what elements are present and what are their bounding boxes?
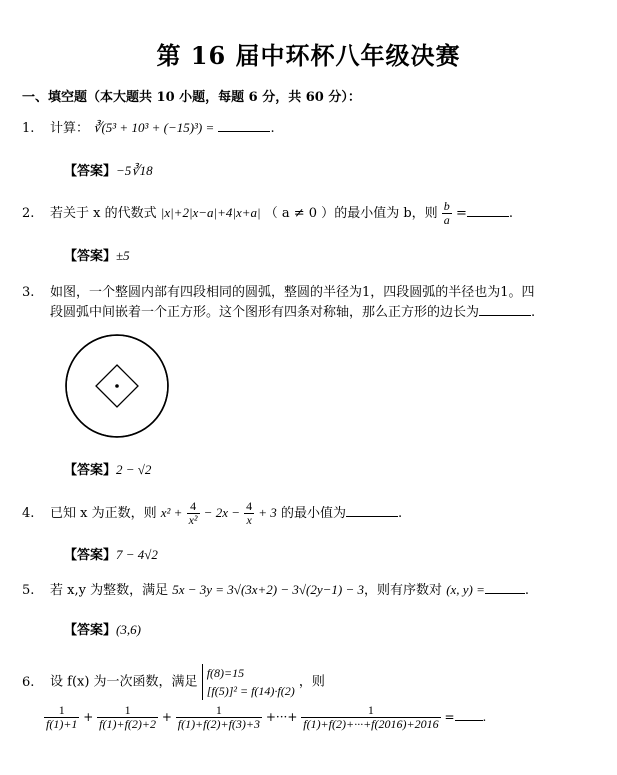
numerator: 1	[301, 704, 440, 718]
period: .	[397, 506, 403, 521]
sum-term	[44, 704, 79, 731]
ellipsis-plus: +···+	[265, 710, 298, 724]
question-text: 的最小值为	[280, 506, 346, 521]
answer-label: 【答案】	[64, 249, 117, 264]
question-text: 的最小值为 b，则	[334, 206, 438, 221]
question-4	[22, 500, 402, 527]
math-expression: x² +	[160, 505, 183, 520]
answer-label: 【答案】	[64, 548, 117, 563]
sum-term	[176, 704, 262, 731]
period: .	[531, 305, 536, 320]
period: .	[508, 206, 513, 221]
question-text: 计算：	[50, 121, 90, 136]
numerator: 1	[97, 704, 158, 718]
plus: +	[161, 710, 172, 724]
equals: =	[444, 710, 455, 724]
answer-blank	[479, 302, 531, 316]
question-2	[22, 200, 513, 227]
answer-blank	[218, 118, 270, 132]
period: .	[524, 583, 530, 598]
question-number: 1.	[22, 121, 35, 136]
math-expression: ∛(5³ + 10³ + (−15)³) =	[93, 120, 215, 135]
denominator: x	[246, 513, 252, 527]
sum-term	[97, 704, 158, 731]
answer-value: ±5	[116, 248, 130, 263]
numerator: 4	[246, 499, 253, 513]
denominator: f(1)+f(2)+f(3)+3	[177, 717, 261, 731]
denominator: a	[443, 213, 450, 227]
numerator: 1	[44, 704, 79, 718]
section-heading: 一、填空题（本大题共 10 小题，每题 6 分，共 60 分）：	[22, 90, 361, 105]
math-expression: |x|+2|x−a|+4|x+a|	[160, 205, 261, 220]
answer-2	[64, 245, 130, 264]
question-6	[22, 664, 325, 700]
answer-3	[64, 459, 151, 478]
plus: +	[83, 710, 94, 724]
math-expression: (x, y) =	[446, 582, 485, 597]
math-expression: − 2x −	[203, 505, 240, 520]
question-text: ，则	[298, 674, 325, 690]
question-number: 6.	[22, 674, 35, 690]
question-number: 2.	[22, 206, 35, 221]
answer-value: 2 − √2	[116, 462, 152, 477]
question-number: 3.	[22, 285, 35, 300]
question-3	[22, 283, 535, 303]
equals: =	[455, 206, 467, 221]
fraction	[187, 500, 200, 527]
page-title: 第 16 届中环杯八年级决赛	[156, 41, 461, 70]
fraction	[244, 500, 254, 527]
answer-5	[64, 619, 141, 638]
denominator: x²	[188, 513, 198, 527]
condition: （ a ≠ 0 ）	[264, 206, 335, 221]
answer-1	[64, 160, 153, 179]
equation-system	[202, 664, 295, 700]
math-expression: 5x − 3y = 3√(3x+2) − 3√(2y−1) − 3	[172, 582, 365, 597]
answer-label: 【答案】	[64, 463, 117, 478]
numerator: 1	[176, 704, 262, 718]
period: .	[482, 710, 487, 724]
question-3-line2	[22, 302, 535, 323]
fraction	[442, 200, 452, 227]
question-text: 已知 x 为正数，则	[50, 506, 157, 521]
period: .	[270, 121, 275, 136]
answer-value: −5∛18	[116, 163, 153, 178]
question-text: 段圆弧中间嵌着一个正方形。这个图形有四条对称轴，那么正方形的边长为	[50, 305, 480, 320]
question-text: 设 f(x) 为一次函数，满足	[50, 674, 198, 690]
denominator: f(1)+f(2)+2	[99, 717, 157, 731]
numerator: 4	[187, 500, 200, 514]
math-expression: + 3	[258, 505, 277, 520]
question-number: 4.	[22, 506, 35, 521]
sum-expression	[44, 704, 486, 731]
question-text: 若 x,y 为整数，满足	[50, 583, 169, 598]
answer-label: 【答案】	[64, 164, 117, 179]
denominator: f(1)+1	[46, 717, 78, 731]
question-text: 如图，一个整圆内部有四段相同的圆弧，整圆的半径为1，四段圆弧的半径也为1。四	[50, 285, 535, 300]
answer-blank	[485, 580, 525, 594]
equation-1: f(8)=15	[206, 666, 245, 680]
answer-value: 7 − 4√2	[116, 547, 158, 562]
answer-value: (3,6)	[116, 622, 141, 637]
answer-blank	[346, 503, 398, 517]
numerator: b	[443, 199, 450, 213]
answer-blank	[455, 707, 483, 721]
center-dot	[115, 384, 119, 388]
question-text: ，则有序数对	[364, 583, 443, 598]
question-5	[22, 580, 529, 601]
question-number: 5.	[22, 583, 35, 598]
answer-label: 【答案】	[64, 623, 117, 638]
denominator: f(1)+f(2)+···+f(2016)+2016	[303, 717, 439, 731]
question-1	[22, 118, 275, 139]
circle-arcs-figure	[60, 333, 176, 439]
answer-blank	[467, 203, 509, 217]
equation-2: [f(5)]² = f(14)·f(2)	[206, 684, 295, 698]
answer-4	[64, 544, 158, 563]
question-text: 若关于 x 的代数式	[50, 206, 157, 221]
sum-term	[301, 704, 440, 731]
